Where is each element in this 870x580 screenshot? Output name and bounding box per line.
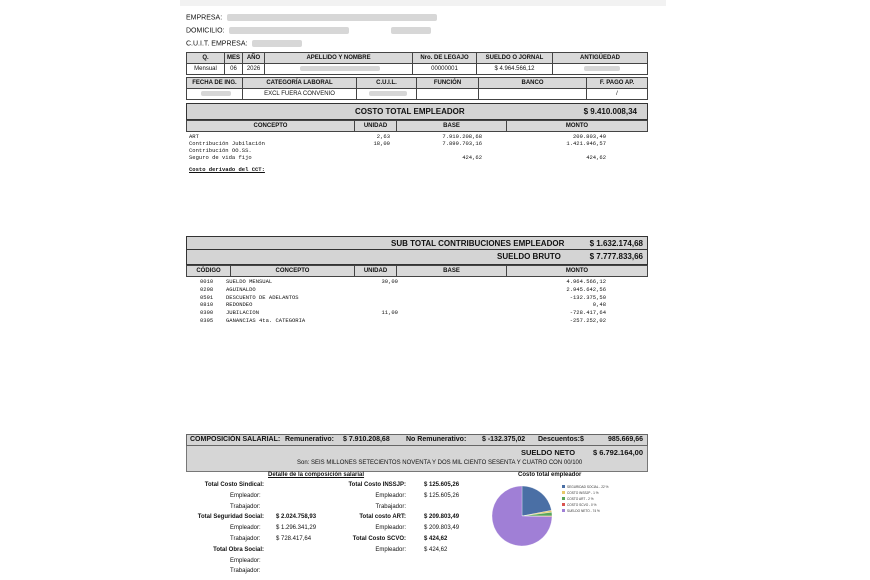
emp-unidad: 30,00 <box>381 278 398 285</box>
col-fpago: F. PAGO AP. <box>587 78 648 89</box>
col-funcion: FUNCIÓN <box>417 78 479 89</box>
col-mes: MES <box>225 53 243 64</box>
detalle-value-2: $ 424,62 <box>424 536 448 542</box>
redacted-domicilio <box>229 27 349 34</box>
emp-codigo: 0300 <box>200 309 214 317</box>
detalle-label: Total Costo Sindical: <box>204 482 264 488</box>
emp-monto: -257.252,02 <box>569 317 606 324</box>
descuentos-value: 985.669,66 <box>607 436 643 443</box>
info-row-2 <box>187 89 648 100</box>
info-row-1 <box>187 64 648 75</box>
bruto-bar <box>186 250 648 265</box>
col-codigo: CÓDIGO <box>187 266 231 277</box>
redacted-name <box>300 66 380 71</box>
emp-monto: -728.417,64 <box>569 309 606 317</box>
cell-cuil <box>357 89 417 100</box>
info-table <box>186 52 648 75</box>
emp-monto: 2.945.642,56 <box>566 285 606 293</box>
no-remunerativo-label: No Remunerativo: <box>406 436 467 443</box>
col-fecha-ing: FECHA DE ING. <box>187 78 243 89</box>
legend-swatch <box>562 497 565 500</box>
employer-monto: 209.803,49 <box>572 133 606 140</box>
employer-cols <box>186 120 648 132</box>
emp-unidad: 11,00 <box>381 309 398 317</box>
remunerativo-value: $ 7.910.208,68 <box>343 436 390 443</box>
col-base-2: BASE <box>397 266 507 277</box>
costo-total-value: $ 9.410.008,34 <box>583 107 637 116</box>
emp-concepto: REDONDEO <box>226 301 253 309</box>
detalle-label-2: Empleador: <box>375 546 406 553</box>
legend-swatch <box>562 491 565 494</box>
subtotal-value: $ 1.632.174,68 <box>589 239 643 248</box>
emp-codigo: 0298 <box>200 285 214 293</box>
col-unidad-2: UNIDAD <box>355 266 397 277</box>
info-header-row-1 <box>187 53 648 64</box>
cell-banco <box>479 89 587 100</box>
emp-codigo: 0810 <box>200 301 214 309</box>
emp-monto: 0,48 <box>592 301 606 309</box>
detalle-label: Empleador: <box>230 525 261 532</box>
legend-label: COSTO INSSJP - 1 % <box>567 491 599 495</box>
cell-funcion <box>417 89 479 100</box>
col-base: BASE <box>397 121 507 132</box>
detalle-label: Empleador: <box>230 492 261 499</box>
col-unidad: UNIDAD <box>355 121 397 132</box>
legend-swatch <box>562 503 565 506</box>
col-monto: MONTO <box>507 121 648 132</box>
costo-cct-label: Costo derivado del CCT: <box>189 166 265 173</box>
cell-mes: 06 <box>225 64 243 75</box>
employer-monto: 424,62 <box>586 154 606 161</box>
empresa-label: EMPRESA: <box>186 14 223 22</box>
remunerativo-label: Remunerativo: <box>285 436 335 443</box>
cell-anio: 2026 <box>243 64 265 75</box>
emp-concepto: SUELDO MENSUAL <box>226 278 273 285</box>
employer-base: 7.910.208,68 <box>442 133 482 140</box>
col-concepto: CONCEPTO <box>187 121 355 132</box>
detalle-value-2: $ 209.803,49 <box>424 514 460 521</box>
emp-header-row <box>187 266 648 277</box>
detalle-value: $ 728.417,64 <box>276 536 312 542</box>
cell-categoria: EXCL FUERA CONVENIO <box>243 89 357 100</box>
detalle-label-2: Total Costo SCVO: <box>352 536 406 542</box>
employer-monto: 1.421.946,57 <box>566 140 606 147</box>
legend-swatch <box>562 485 565 488</box>
detalle-value-2: $ 424,62 <box>424 546 448 553</box>
no-remunerativo-value: $ -132.375,02 <box>482 436 526 443</box>
emp-codigo: 0010 <box>200 278 214 285</box>
col-sueldo: SUELDO O JORNAL <box>477 53 553 64</box>
detalle-value-2: $ 125.605,26 <box>424 482 460 488</box>
detalle-value-2: $ 209.803,49 <box>424 525 460 532</box>
detalle-title: Detalle de la composición salarial <box>268 472 365 478</box>
employer-header-row <box>187 121 648 132</box>
legend-label: SUELDO NETO - 74 % <box>567 509 600 513</box>
info-header-row-2 <box>187 78 648 89</box>
legend-label: SEGURIDAD SOCIAL - 22 % <box>567 485 609 489</box>
detalle-label: Trabajador: <box>230 568 261 575</box>
detalle-label-2: Trabajador: <box>375 503 406 510</box>
cell-legajo: 00000001 <box>413 64 477 75</box>
cell-apellido <box>265 64 413 75</box>
neto-label: SUELDO NETO <box>521 448 576 457</box>
emp-concepto: DESCUENTO DE ADELANTOS <box>226 293 299 301</box>
costo-empleador-title: Costo total empleador <box>518 472 582 478</box>
emp-concepto: GANANCIAS 4ta. CATEGORIA <box>226 317 306 324</box>
col-antiguedad: ANTIGÜEDAD <box>553 53 648 64</box>
detalle-label: Empleador: <box>230 557 261 564</box>
col-legajo: Nro. DE LEGAJO <box>413 53 477 64</box>
neto-bar <box>186 446 648 472</box>
costo-total-label: COSTO TOTAL EMPLEADOR <box>355 107 465 116</box>
subtotal-bar <box>186 236 648 250</box>
col-anio: AÑO <box>243 53 265 64</box>
emp-cols <box>186 265 648 277</box>
redacted-cuit <box>252 40 302 47</box>
info-table-2 <box>186 77 648 100</box>
detalle-label-2: Total costo ART: <box>359 514 406 521</box>
detalle-label-2: Empleador: <box>375 492 406 499</box>
cell-fecha-ing <box>187 89 243 100</box>
col-monto-2: MONTO <box>507 266 648 277</box>
emp-monto: 4.964.566,12 <box>566 278 606 285</box>
neto-value: $ 6.792.164,00 <box>592 448 643 457</box>
empresa-line <box>186 14 437 21</box>
detalle-label: Trabajador: <box>230 536 261 542</box>
detalle-label-2: Empleador: <box>375 525 406 532</box>
redacted-empresa <box>227 14 437 21</box>
emp-monto: -132.375,50 <box>569 293 606 301</box>
redacted-fecha <box>201 91 231 96</box>
employer-concepto: Contribución Jubilación <box>189 140 265 147</box>
redacted-cuil <box>369 91 407 96</box>
top-strip <box>180 0 666 6</box>
cell-q: Mensual <box>187 64 225 75</box>
detalle-value: $ 2.024.758,93 <box>276 514 317 521</box>
composicion-label: COMPOSICIÓN SALARIAL: <box>190 436 281 443</box>
emp-concepto: JUBILACION <box>226 309 260 317</box>
col-concepto-2: CONCEPTO <box>231 266 355 277</box>
col-q: Q. <box>187 53 225 64</box>
col-categoria: CATEGORÍA LABORAL <box>243 78 357 89</box>
detalle-value: $ 1.296.341,29 <box>276 525 317 532</box>
cell-antiguedad <box>553 64 648 75</box>
redacted-domicilio-2 <box>391 27 431 34</box>
son-text: Son: SEIS MILLONES SETECIENTOS NOVENTA Y DOS MIL CIENTO SESENTA Y CUATRO CON 00/100 <box>297 460 583 466</box>
employer-concepto: Contribución OO.SS. <box>189 147 252 154</box>
col-banco: BANCO <box>479 78 587 89</box>
employer-unidad: 18,00 <box>373 140 390 147</box>
subtotal-label: SUB TOTAL CONTRIBUCIONES EMPLEADOR <box>391 239 565 248</box>
bruto-value: $ 7.777.833,66 <box>589 252 643 261</box>
legend-label: COSTO ART - 2 % <box>567 497 594 501</box>
detalle-label: Total Seguridad Social: <box>197 514 264 521</box>
costo-pie-chart <box>490 482 660 552</box>
employer-unidad: 2,63 <box>376 133 390 140</box>
cuit-label: C.U.I.T. EMPRESA: <box>186 40 248 48</box>
emp-codigo: 0591 <box>200 293 214 301</box>
emp-concepto: AGUINALDO <box>226 285 256 293</box>
descuentos-label: Descuentos:$ <box>538 436 584 443</box>
col-cuil: C.U.I.L. <box>357 78 417 89</box>
employer-concepto: Seguro de vida fijo <box>189 154 252 161</box>
composicion-bar <box>186 434 648 446</box>
legend-label: COSTO SCVO - 0 % <box>567 503 597 507</box>
detalle-label: Trabajador: <box>230 503 261 510</box>
cell-fpago: / <box>587 89 648 100</box>
redacted-antiguedad <box>584 66 620 71</box>
domicilio-line <box>186 27 431 34</box>
costo-total-bar <box>186 103 648 120</box>
detalle-label-2: Total Costo INSSJP: <box>348 482 406 488</box>
cuit-line <box>186 40 302 47</box>
employer-base: 424,62 <box>462 154 482 161</box>
col-apellido: APELLIDO Y NOMBRE <box>265 53 413 64</box>
domicilio-label: DOMICILIO: <box>186 27 225 35</box>
detalle-label: Total Obra Social: <box>213 546 264 553</box>
cell-sueldo: $ 4.964.566,12 <box>477 64 553 75</box>
employer-concepto: ART <box>189 133 199 140</box>
employer-base: 7.899.703,16 <box>442 140 482 147</box>
legend-swatch <box>562 509 565 512</box>
bruto-label: SUELDO BRUTO <box>497 252 561 261</box>
detalle-value-2: $ 125.605,26 <box>424 492 460 499</box>
emp-codigo: 0395 <box>200 317 214 324</box>
